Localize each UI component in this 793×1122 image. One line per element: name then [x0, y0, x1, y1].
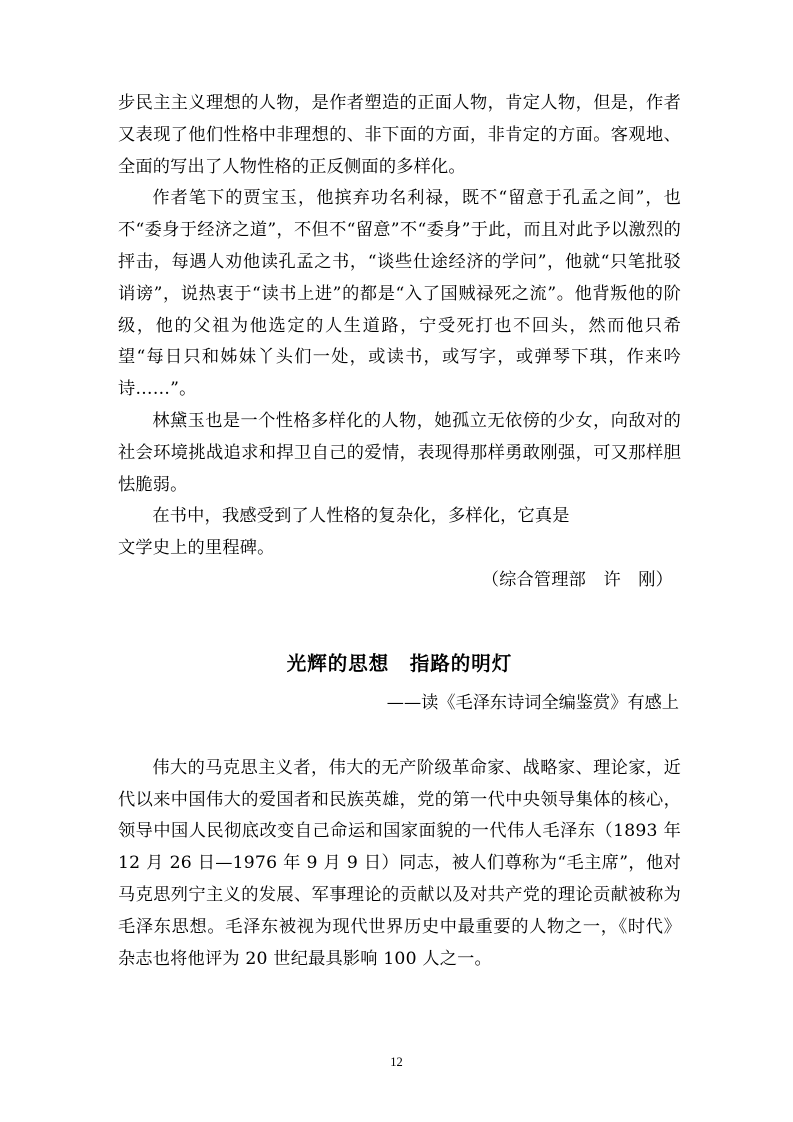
article-two-title: 光辉的思想 指路的明灯	[286, 651, 513, 675]
article-two-body	[118, 753, 681, 976]
article-one-body	[118, 88, 681, 597]
paragraph: 伟大的马克思主义者，伟大的无产阶级革命家、战略家、理论家，近代以来中国伟大的爱国者和民族英雄，党的第一代中央领导集体的核心，领导中国人民彻底改变自己命运和国家面貌的一代伟人毛泽东（1893 年 12 月 26 日—1976 年 9 月 9 日）同志，被人们尊称为“毛主席”，他对马克思列宁主义的发展、军事理论的贡献以及对共产党的理论贡献被称为毛泽东思想。毛泽东被视为现代世界历史中最重要的人物之一，《时代》杂志也将他评为 20 世纪最具影响 100 人之一。	[118, 757, 681, 969]
page-number: 12	[390, 1055, 403, 1069]
paragraph-closing: 文学史上的里程碑。	[118, 538, 275, 559]
article-signature: （综合管理部 许 刚）	[481, 569, 673, 590]
paragraph: 作者笔下的贾宝玉，他摈弃功名利禄，既不“留意于孔孟之间”，也不“委身于经济之道”，不但不“留意”不“委身”于此，而且对此予以激烈的抨击，每遇人劝他读孔孟之书，“谈些仕途经济的学问”，他就“只笔批驳诮谤”，说热衷于“读书上进”的都是“入了国贼禄死之流”。他背叛他的阶级，他的父祖为他选定的人生道路，宁受死打也不回头，然而他只希望“每日只和姊妹丫头们一处，或读书，或写字，或弹琴下琪，作来吟诗……”。	[118, 188, 681, 400]
subtitle-spacer	[118, 719, 681, 753]
section-divider	[118, 597, 681, 649]
paragraph: 在书中，我感受到了人性格的复杂化，多样化，它真是	[152, 506, 570, 527]
paragraph: 步民主主义理想的人物，是作者塑造的正面人物，肯定人物，但是，作者又表现了他们性格中非理想的、非下面的方面，非肯定的方面。客观地、全面的写出了人物性格的正反侧面的多样化。	[118, 93, 681, 177]
article-two-subtitle: ——读《毛泽东诗词全编鉴赏》有感上	[386, 692, 679, 713]
paragraph: 林黛玉也是一个性格多样化的人物，她孤立无依傍的少女，向敌对的社会环境挑战追求和捍卫自己的爱情，表现得那样勇敢刚强，可又那样胆怯脆弱。	[118, 410, 681, 495]
